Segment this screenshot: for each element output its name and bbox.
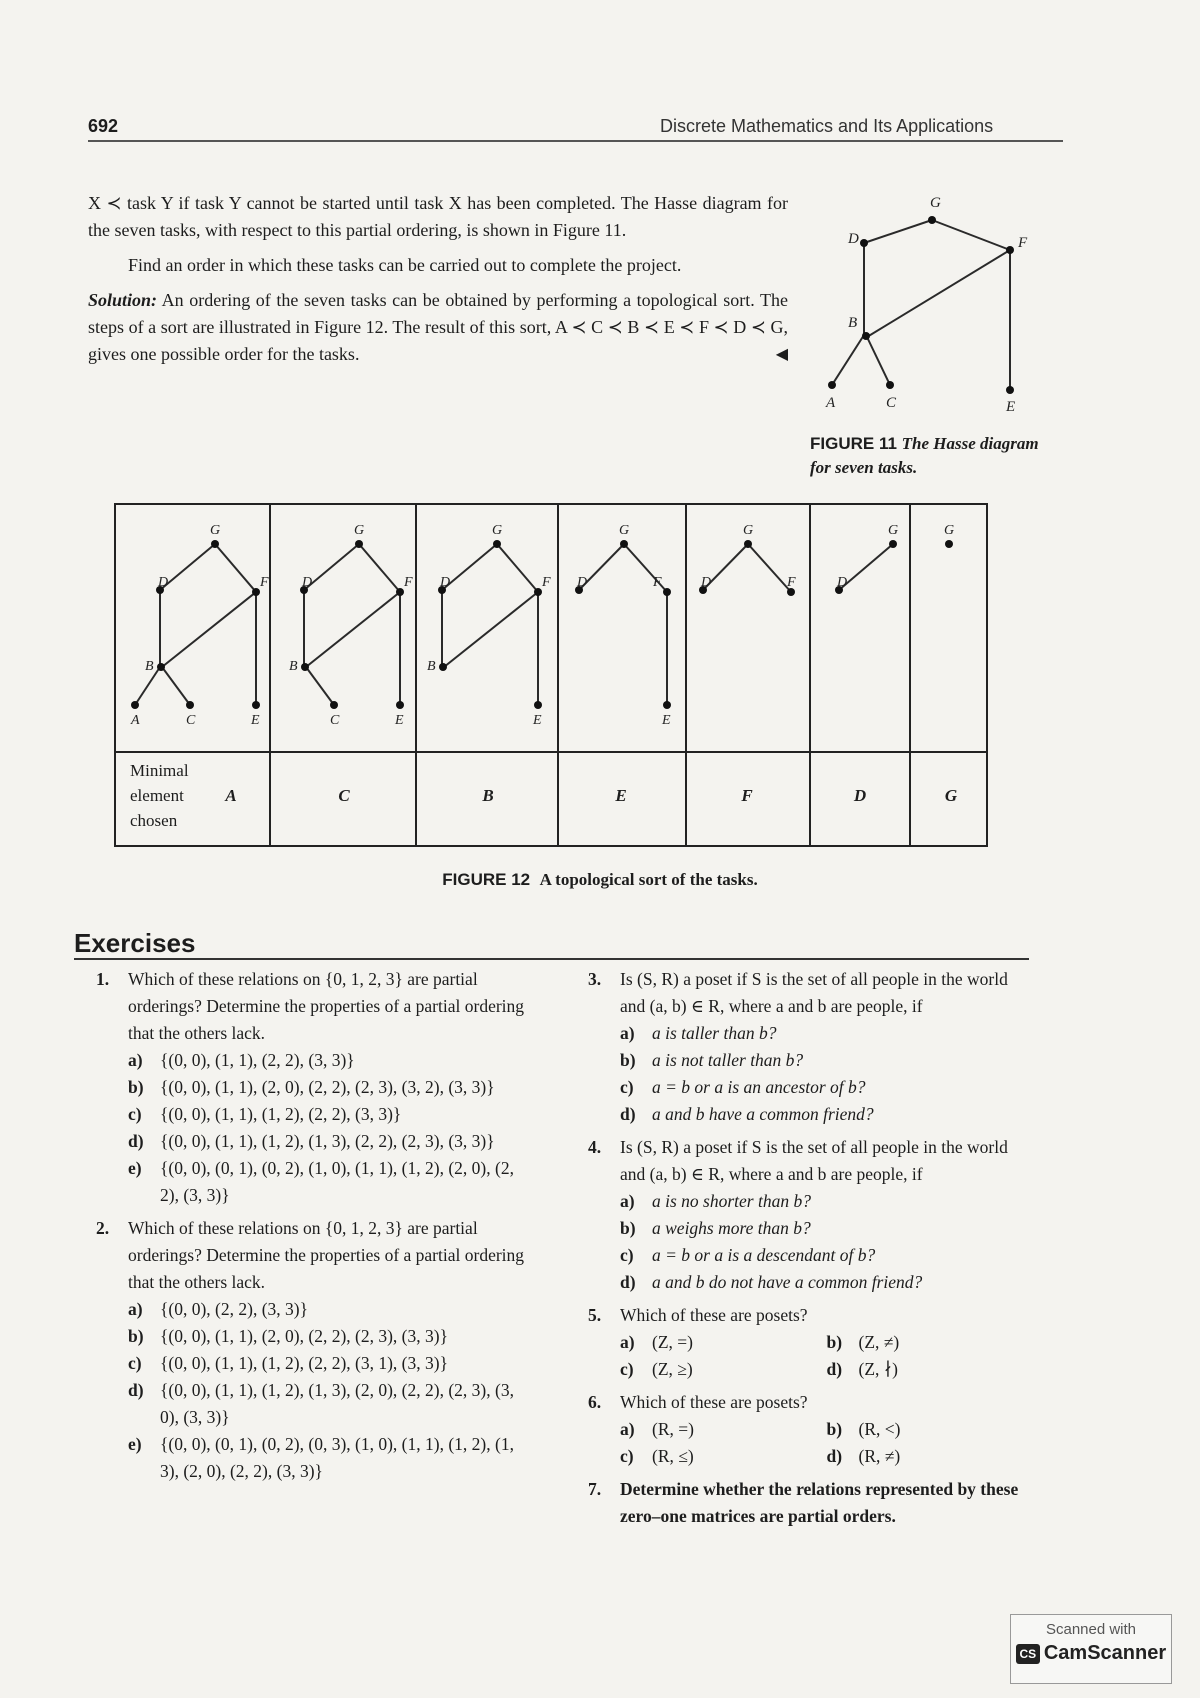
- svg-text:E: E: [533, 713, 542, 728]
- camscanner-logo-icon: CS: [1016, 1644, 1040, 1664]
- svg-text:B: B: [427, 659, 436, 674]
- node-b: [862, 332, 870, 340]
- figure-11-label: FIGURE 11: [810, 434, 897, 453]
- exercise-number: 2.: [96, 1218, 110, 1238]
- svg-text:E: E: [251, 713, 260, 728]
- svg-text:G: G: [619, 523, 630, 538]
- svg-text:D: D: [837, 575, 848, 590]
- figure-11-text: The Hasse diagram for seven tasks.: [810, 434, 1039, 477]
- exercise-text: Which of these are posets?: [620, 1392, 808, 1412]
- exercise-item: d) {(0, 0), (1, 1), (1, 2), (1, 3), (2, 2), (2, 3), (3, 3)}: [128, 1131, 495, 1151]
- node-a: [828, 381, 836, 389]
- svg-text:G: G: [354, 523, 365, 538]
- exercises-heading: Exercises: [74, 928, 196, 958]
- sort-step-3: [427, 523, 551, 728]
- figure-12-label: FIGURE 12: [442, 870, 531, 889]
- chosen-element-5: F: [741, 786, 753, 805]
- sort-step-6: [835, 523, 898, 594]
- chosen-element-7: G: [944, 786, 958, 805]
- label-b: B: [848, 315, 858, 331]
- exercise-number: 3.: [588, 969, 602, 989]
- exercise-item: a) {(0, 0), (2, 2), (3, 3)}: [128, 1299, 309, 1319]
- exercise-item: d) (R, ≠): [826, 1446, 901, 1466]
- exercise-text: Which of these relations on {0, 1, 2, 3} are partial orderings? Determine the properties of a partial ordering that the others lack.: [128, 1218, 525, 1292]
- end-of-solution-mark: ◀: [775, 346, 788, 363]
- exercise-4: [588, 1134, 1033, 1296]
- watermark-top-text: Scanned with: [1045, 1621, 1137, 1638]
- exercises-rule: [74, 958, 1029, 960]
- header-rule: [88, 140, 1063, 142]
- exercise-item: d) a and b do not have a common friend?: [620, 1272, 923, 1292]
- exercise-item: d) a and b have a common friend?: [620, 1104, 874, 1124]
- label-f: F: [1018, 235, 1028, 251]
- svg-text:E: E: [395, 713, 404, 728]
- exercise-item: b) {(0, 0), (1, 1), (2, 0), (2, 2), (2, 3), (3, 3)}: [128, 1326, 448, 1346]
- exercise-text: Which of these relations on {0, 1, 2, 3} are partial orderings? Determine the properties of a partial ordering that the others lack.: [128, 969, 525, 1043]
- sort-step-7: [944, 523, 954, 548]
- solution-paragraph: [88, 287, 788, 368]
- svg-text:C: C: [186, 713, 196, 728]
- intro-text: [88, 190, 788, 376]
- sort-step-1: [130, 523, 269, 728]
- exercise-item: c) {(0, 0), (1, 1), (1, 2), (2, 2), (3, 1), (3, 3)}: [128, 1353, 448, 1373]
- exercise-item: d) (Z, ∤): [826, 1359, 898, 1379]
- exercise-5: [588, 1302, 1033, 1383]
- node-e: [1006, 386, 1014, 394]
- exercise-item: a) (R, =): [620, 1419, 694, 1439]
- label-c: C: [886, 395, 897, 411]
- exercise-item: c) (R, ≤): [620, 1446, 694, 1466]
- exercise-item: c) (Z, ≥): [620, 1359, 693, 1379]
- exercise-item: c) {(0, 0), (1, 1), (1, 2), (2, 2), (3, 3)}: [128, 1104, 402, 1124]
- exercise-item: a) a is taller than b?: [620, 1023, 777, 1043]
- exercise-item: b) (R, <): [826, 1419, 901, 1439]
- figure-12-text: A topological sort of the tasks.: [539, 870, 758, 889]
- svg-text:D: D: [701, 575, 712, 590]
- page-number: 692: [88, 116, 119, 136]
- intro-paragraph-1: X ≺ task Y if task Y cannot be started until task X has been completed. The Hasse diagram for the seven tasks, with respect to this partial ordering, is shown in Figure 11.: [88, 193, 788, 240]
- svg-text:D: D: [158, 575, 169, 590]
- exercises-right-column: [588, 966, 1033, 1536]
- svg-text:B: B: [145, 659, 154, 674]
- solution-label: Solution:: [88, 290, 158, 310]
- svg-text:E: E: [662, 713, 671, 728]
- svg-text:G: G: [210, 523, 221, 538]
- exercise-item: b) {(0, 0), (1, 1), (2, 0), (2, 2), (2, 3), (3, 2), (3, 3)}: [128, 1077, 495, 1097]
- node-g: [928, 216, 936, 224]
- solution-text: An ordering of the seven tasks can be obtained by performing a topological sort. The steps of a sort are illustrated in Figure 12. The result of this sort, A ≺ C ≺ B ≺ E ≺ F ≺ D ≺ G, gives one possible order for the tasks.: [88, 290, 788, 364]
- hasse-diagram: [800, 195, 1060, 430]
- svg-text:F: F: [787, 575, 796, 590]
- exercise-number: 7.: [588, 1479, 602, 1499]
- exercises-left-column: [96, 966, 536, 1491]
- exercise-number: 6.: [588, 1392, 602, 1412]
- exercise-item: e) {(0, 0), (0, 1), (0, 2), (1, 0), (1, 1), (1, 2), (2, 0), (2, 2), (3, 3)}: [128, 1158, 514, 1205]
- exercise-item: a) a is no shorter than b?: [620, 1191, 811, 1211]
- watermark-brand: CamScanner: [1043, 1642, 1167, 1664]
- exercise-2: [96, 1215, 536, 1485]
- exercise-3: [588, 966, 1033, 1128]
- chosen-element-6: D: [853, 786, 867, 805]
- minimal-element-label: Minimal element chosen: [130, 761, 189, 830]
- svg-text:A: A: [131, 713, 140, 728]
- exercise-item: a) {(0, 0), (1, 1), (2, 2), (3, 3)}: [128, 1050, 355, 1070]
- chosen-element-4: E: [615, 786, 627, 805]
- exercise-item: b) (Z, ≠): [826, 1332, 900, 1352]
- figure-12-caption: [0, 870, 1200, 890]
- sort-step-5: [699, 523, 796, 596]
- running-head: Discrete Mathematics and Its Applications: [660, 116, 994, 136]
- camscanner-watermark: [1010, 1614, 1172, 1684]
- chosen-element-2: C: [338, 786, 350, 805]
- exercise-item: b) a weighs more than b?: [620, 1218, 811, 1238]
- svg-text:D: D: [577, 575, 588, 590]
- svg-text:F: F: [260, 575, 269, 590]
- node-d: [860, 239, 868, 247]
- svg-text:F: F: [653, 575, 662, 590]
- svg-text:F: F: [542, 575, 551, 590]
- svg-text:C: C: [330, 713, 340, 728]
- chosen-element-1: A: [225, 786, 237, 805]
- svg-text:G: G: [944, 523, 955, 538]
- chosen-element-3: B: [482, 786, 494, 805]
- exercise-number: 4.: [588, 1137, 602, 1157]
- label-e: E: [1006, 399, 1016, 415]
- svg-text:D: D: [440, 575, 451, 590]
- svg-text:G: G: [888, 523, 899, 538]
- exercise-text: Is (S, R) a poset if S is the set of all people in the world and (a, b) ∈ R, where a and b are people, if: [620, 1137, 1008, 1184]
- exercise-number: 5.: [588, 1305, 602, 1325]
- sort-step-2: [289, 523, 413, 728]
- exercise-text: Which of these are posets?: [620, 1305, 808, 1325]
- sort-step-4: [575, 523, 671, 728]
- label-a: A: [826, 395, 836, 411]
- exercise-item: e) {(0, 0), (0, 1), (0, 2), (0, 3), (1, 0), (1, 1), (1, 2), (1, 3), (2, 0), (2, 2), (3, 3)}: [128, 1434, 514, 1481]
- exercise-7: [588, 1476, 1033, 1530]
- svg-text:D: D: [302, 575, 313, 590]
- node-c: [886, 381, 894, 389]
- svg-text:F: F: [404, 575, 413, 590]
- figure-11-caption: [810, 432, 1060, 480]
- label-g: G: [930, 195, 941, 211]
- exercise-1: [96, 966, 536, 1209]
- exercise-item: a) (Z, =): [620, 1332, 693, 1352]
- svg-text:B: B: [289, 659, 298, 674]
- exercise-item: d) {(0, 0), (1, 1), (1, 2), (1, 3), (2, 0), (2, 2), (2, 3), (3, 0), (3, 3)}: [128, 1380, 514, 1427]
- exercise-item: b) a is not taller than b?: [620, 1050, 804, 1070]
- exercise-item: c) a = b or a is a descendant of b?: [620, 1245, 876, 1265]
- svg-text:G: G: [492, 523, 503, 538]
- label-d: D: [848, 231, 859, 247]
- exercise-text: Determine whether the relations represented by these zero–one matrices are partial orders.: [620, 1479, 1019, 1526]
- exercise-text: Is (S, R) a poset if S is the set of all people in the world and (a, b) ∈ R, where a and b are people, if: [620, 969, 1008, 1016]
- node-f: [1006, 246, 1014, 254]
- exercise-6: [588, 1389, 1033, 1470]
- exercise-item: c) a = b or a is an ancestor of b?: [620, 1077, 866, 1097]
- svg-text:G: G: [743, 523, 754, 538]
- exercise-number: 1.: [96, 969, 110, 989]
- intro-paragraph-2: Find an order in which these tasks can be carried out to complete the project.: [128, 255, 682, 275]
